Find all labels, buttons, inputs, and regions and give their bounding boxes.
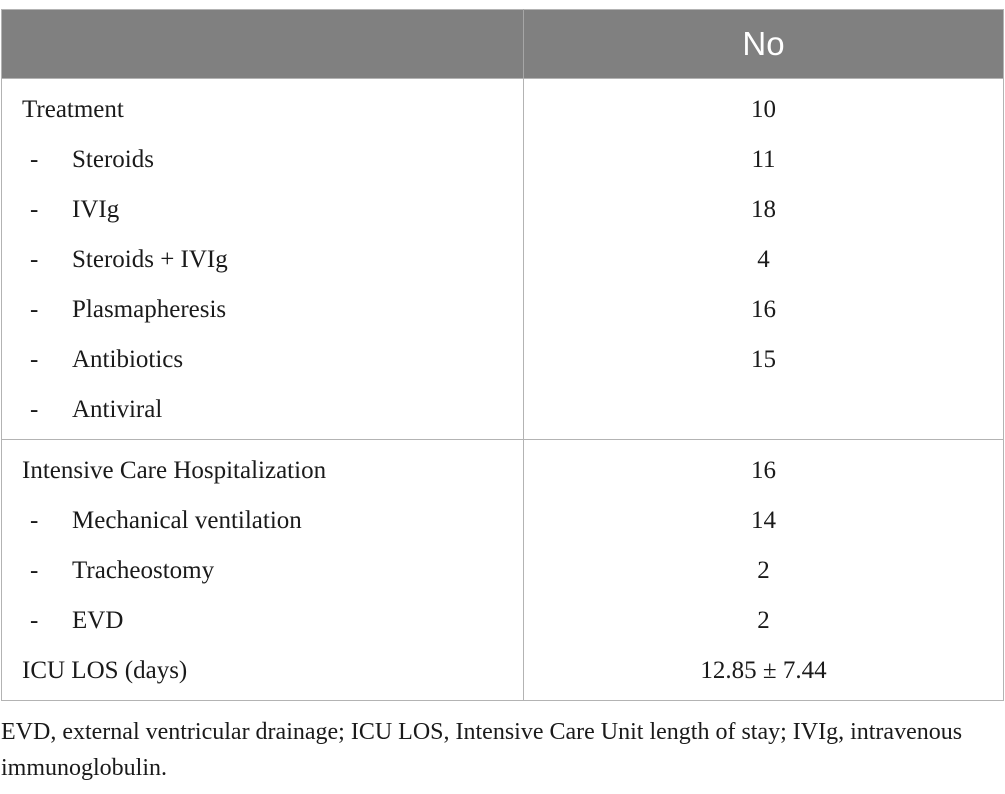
table-row-evd <box>2 596 1004 646</box>
dash-marker: - <box>30 607 39 634</box>
row-label: IVIg <box>72 196 120 223</box>
dash-marker: - <box>30 146 39 173</box>
row-label-cell <box>2 385 524 440</box>
row-label: ICU LOS (days) <box>2 646 524 701</box>
row-value: 16 <box>524 285 1004 335</box>
dash-marker: - <box>30 346 39 373</box>
table-row-tracheostomy <box>2 546 1004 596</box>
row-label: Tracheostomy <box>72 557 215 584</box>
row-label: Antiviral <box>72 396 163 423</box>
row-value: 16 <box>524 440 1004 497</box>
row-label-cell <box>2 335 524 385</box>
row-label: EVD <box>72 607 124 634</box>
row-value: 11 <box>524 135 1004 185</box>
header-label-column <box>2 10 524 79</box>
table-header-row <box>2 10 1004 79</box>
row-label-cell <box>2 285 524 335</box>
row-value: 4 <box>524 235 1004 285</box>
header-no-column: No <box>524 10 1004 79</box>
row-label-cell <box>2 135 524 185</box>
table-row-ivig <box>2 185 1004 235</box>
dash-marker: - <box>30 557 39 584</box>
row-value: 18 <box>524 185 1004 235</box>
row-value: 2 <box>524 546 1004 596</box>
table-row-antibiotics <box>2 335 1004 385</box>
dash-marker: - <box>30 246 39 273</box>
row-value: 10 <box>524 79 1004 136</box>
table-row-icu-los <box>2 646 1004 701</box>
data-table <box>1 9 1004 701</box>
row-value: 12.85 ± 7.44 <box>524 646 1004 701</box>
row-label: Steroids <box>72 146 154 173</box>
row-label: Steroids + IVIg <box>72 246 228 273</box>
row-label-cell <box>2 496 524 546</box>
row-label-cell <box>2 185 524 235</box>
row-label: Plasmapheresis <box>72 296 227 323</box>
table-row-plasmapheresis <box>2 285 1004 335</box>
row-label-cell <box>2 546 524 596</box>
row-label: Treatment <box>2 79 524 136</box>
dash-marker: - <box>30 396 39 423</box>
row-value <box>524 385 1004 440</box>
table-row-intensive-care <box>2 440 1004 497</box>
table-row-mechanical-ventilation <box>2 496 1004 546</box>
row-label: Mechanical ventilation <box>72 507 302 534</box>
row-label-cell <box>2 596 524 646</box>
table-row-steroids <box>2 135 1004 185</box>
data-table-container <box>1 9 1003 701</box>
row-label: Intensive Care Hospitalization <box>2 440 524 497</box>
row-value: 15 <box>524 335 1004 385</box>
dash-marker: - <box>30 507 39 534</box>
dash-marker: - <box>30 196 39 223</box>
row-value: 14 <box>524 496 1004 546</box>
row-value: 2 <box>524 596 1004 646</box>
table-row-treatment <box>2 79 1004 136</box>
table-footnote: EVD, external ventricular drainage; ICU LOS, Intensive Care Unit length of stay; IVIg, intravenous immunoglobulin. <box>1 719 963 781</box>
row-label: Antibiotics <box>72 346 184 373</box>
row-label-cell <box>2 235 524 285</box>
table-row-antiviral <box>2 385 1004 440</box>
table-row-steroids-ivig <box>2 235 1004 285</box>
dash-marker: - <box>30 296 39 323</box>
